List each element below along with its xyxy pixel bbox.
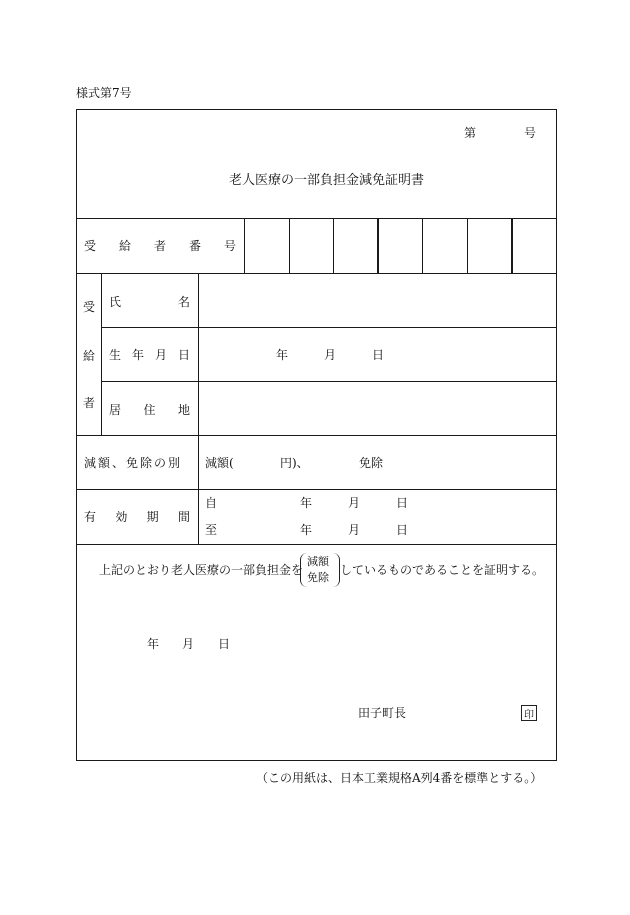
birth-year: 年	[276, 348, 289, 362]
divider-name	[101, 327, 557, 328]
number-cell-1	[289, 218, 290, 273]
validity-to-day: 日	[396, 523, 409, 537]
label-column-divider	[198, 273, 199, 544]
validity-label: 有 効 期 間	[84, 510, 190, 524]
number-label-divider	[244, 218, 245, 273]
frame-bottom	[76, 760, 557, 761]
divider-validity	[76, 544, 557, 545]
document-title: 老人医療の一部負担金減免証明書	[229, 173, 425, 188]
certification-post: しているものであることを証明する。	[340, 563, 545, 577]
cert-day: 日	[218, 637, 231, 651]
divider-address	[76, 435, 557, 436]
seal-mark: 印	[521, 705, 537, 721]
certification-pre: 上記のとおり老人医療の一部負担金を	[99, 563, 304, 577]
number-cell-2	[333, 218, 334, 273]
dai-label: 第	[464, 126, 477, 140]
address-label: 居 住 地	[109, 403, 190, 417]
reduction-genkaku: 減額(	[205, 456, 234, 470]
validity-from: 自	[205, 496, 218, 510]
divider-reduction	[76, 489, 557, 490]
reduction-label: 減額、免除の別	[84, 456, 183, 470]
recipient-group-divider	[101, 273, 102, 435]
cert-year: 年	[147, 637, 160, 651]
birth-day: 日	[372, 348, 385, 362]
number-cell-3	[377, 218, 379, 273]
recipient-group-char-3: 者	[83, 396, 96, 410]
issuer-name: 田子町長	[358, 706, 407, 720]
divider-number	[76, 273, 557, 274]
recipient-number-label: 受 給 者 番 号	[84, 239, 236, 253]
name-label: 氏 名	[109, 295, 190, 309]
frame-top	[76, 109, 557, 110]
cert-month: 月	[182, 637, 195, 651]
validity-to-year: 年	[300, 523, 313, 537]
validity-from-month: 月	[348, 496, 361, 510]
recipient-group-char-2: 給	[83, 349, 96, 363]
reduction-yen: 円)、	[280, 456, 309, 470]
option-genkaku: 減額	[307, 555, 329, 568]
number-cell-5	[467, 218, 468, 273]
number-cell-4	[422, 218, 423, 273]
footnote: （この用紙は、日本工業規格A列4番を標準とする。）	[256, 771, 543, 785]
option-menjo: 免除	[307, 571, 329, 584]
recipient-group-char-1: 受	[83, 300, 96, 314]
number-cell-6	[511, 218, 513, 273]
reduction-menjo: 免除	[359, 456, 384, 470]
divider-birth	[101, 381, 557, 382]
birth-label: 生 年 月 日	[109, 348, 190, 362]
go-label: 号	[524, 126, 537, 140]
validity-from-day: 日	[396, 496, 409, 510]
birth-month: 月	[324, 348, 337, 362]
form-number: 様式第7号	[76, 86, 132, 100]
divider-header	[76, 218, 557, 219]
validity-to: 至	[205, 523, 218, 537]
validity-from-year: 年	[300, 496, 313, 510]
validity-to-month: 月	[348, 523, 361, 537]
